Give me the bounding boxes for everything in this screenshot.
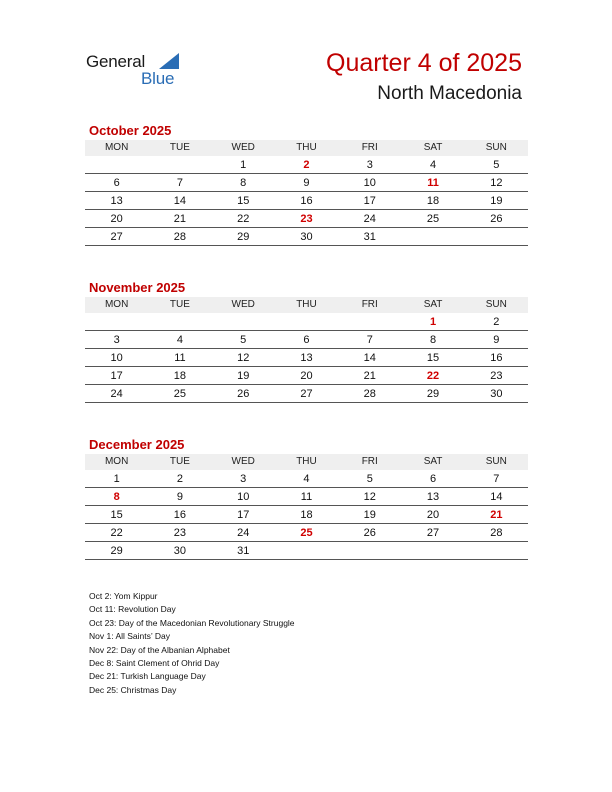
day-cell — [85, 313, 148, 330]
week-row — [85, 313, 528, 331]
day-cell: 19 — [490, 195, 503, 207]
day-cell — [275, 542, 338, 559]
week-row — [85, 349, 528, 367]
day-cell: 2 — [493, 316, 500, 328]
logo — [86, 52, 196, 92]
day-cell: 18 — [173, 370, 187, 382]
weekday-label: SUN — [485, 299, 507, 310]
day-cell: 28 — [363, 388, 376, 400]
day-cell — [148, 156, 211, 173]
day-cell — [465, 542, 528, 559]
weekday-header — [85, 454, 528, 470]
weeks-grid — [85, 156, 528, 246]
day-cell: 27 — [110, 231, 123, 243]
weekday-label: SUN — [485, 142, 507, 153]
weekday-label: MON — [104, 456, 129, 467]
weekday-header — [85, 140, 528, 156]
weekday-label: SAT — [423, 299, 443, 310]
day-cell: 3 — [366, 159, 373, 171]
day-cell: 25 — [173, 388, 187, 400]
weekday-label: FRI — [361, 142, 378, 153]
day-cell — [275, 313, 338, 330]
day-cell: 1 — [429, 316, 437, 328]
week-row — [85, 542, 528, 560]
day-cell — [85, 156, 148, 173]
holiday-item: Dec 8: Saint Clement of Ohrid Day — [89, 658, 220, 669]
day-cell: 5 — [240, 334, 247, 346]
day-cell: 3 — [113, 334, 120, 346]
weekday-label: FRI — [361, 456, 378, 467]
day-cell: 29 — [110, 545, 123, 557]
holiday-item: Oct 23: Day of the Macedonian Revolutionary Struggle — [89, 617, 295, 628]
day-cell: 3 — [240, 473, 247, 485]
day-cell: 25 — [300, 527, 313, 539]
day-cell: 4 — [176, 334, 183, 346]
day-cell: 31 — [363, 231, 376, 243]
holiday-item: Dec 25: Christmas Day — [89, 684, 177, 695]
day-cell: 27 — [426, 527, 440, 539]
day-cell: 5 — [493, 159, 500, 171]
day-cell: 24 — [110, 388, 123, 400]
week-row — [85, 524, 528, 542]
day-cell: 16 — [300, 195, 313, 207]
weekday-header — [85, 297, 528, 313]
day-cell: 23 — [173, 527, 187, 539]
day-cell: 22 — [110, 527, 123, 539]
day-cell: 7 — [176, 177, 183, 189]
day-cell: 10 — [237, 491, 250, 503]
day-cell: 16 — [173, 509, 187, 521]
week-row — [85, 174, 528, 192]
day-cell: 13 — [426, 491, 440, 503]
week-row — [85, 470, 528, 488]
day-cell: 26 — [237, 388, 250, 400]
day-cell: 30 — [173, 545, 187, 557]
day-cell: 19 — [237, 370, 250, 382]
day-cell: 30 — [300, 231, 313, 243]
day-cell: 14 — [363, 352, 376, 364]
day-cell: 28 — [173, 231, 187, 243]
weekday-label: FRI — [361, 299, 378, 310]
weekday-label: SAT — [423, 142, 443, 153]
page-subtitle: North Macedonia — [377, 83, 522, 104]
day-cell: 16 — [490, 352, 503, 364]
month-december — [85, 436, 528, 560]
day-cell: 15 — [426, 352, 440, 364]
day-cell: 25 — [426, 213, 440, 225]
day-cell: 29 — [426, 388, 440, 400]
day-cell: 12 — [363, 491, 376, 503]
day-cell: 14 — [490, 491, 503, 503]
week-row — [85, 331, 528, 349]
day-cell: 21 — [173, 213, 187, 225]
day-cell: 18 — [426, 195, 440, 207]
weekday-label: TUE — [169, 299, 190, 310]
weeks-grid — [85, 313, 528, 403]
month-november — [85, 279, 528, 403]
weekday-label: MON — [104, 299, 129, 310]
weekday-label: SAT — [423, 456, 443, 467]
day-cell: 8 — [429, 334, 437, 346]
month-title: December 2025 — [89, 437, 185, 452]
day-cell — [401, 228, 464, 245]
day-cell — [338, 313, 401, 330]
day-cell: 24 — [363, 213, 376, 225]
week-row — [85, 192, 528, 210]
day-cell: 31 — [237, 545, 250, 557]
day-cell — [401, 542, 464, 559]
weekday-label: THU — [296, 456, 317, 467]
week-row — [85, 385, 528, 403]
month-title: November 2025 — [89, 280, 186, 295]
day-cell: 30 — [490, 388, 503, 400]
day-cell: 11 — [427, 177, 439, 189]
day-cell — [148, 313, 211, 330]
day-cell: 8 — [240, 177, 247, 189]
day-cell: 21 — [363, 370, 376, 382]
day-cell: 7 — [493, 473, 500, 485]
day-cell: 6 — [113, 177, 120, 189]
day-cell: 9 — [493, 334, 500, 346]
day-cell — [338, 542, 401, 559]
week-row — [85, 156, 528, 174]
day-cell: 2 — [176, 473, 183, 485]
holiday-item: Dec 21: Turkish Language Day — [89, 671, 206, 682]
day-cell: 9 — [303, 177, 310, 189]
day-cell: 12 — [490, 177, 503, 189]
day-cell: 17 — [237, 509, 250, 521]
weekday-label: THU — [296, 142, 317, 153]
weekday-label: WED — [231, 299, 255, 310]
day-cell: 15 — [110, 509, 123, 521]
day-cell: 4 — [429, 159, 437, 171]
day-cell: 26 — [490, 213, 503, 225]
week-row — [85, 367, 528, 385]
page-title: Quarter 4 of 2025 — [326, 49, 522, 77]
day-cell: 18 — [300, 509, 313, 521]
day-cell: 5 — [366, 473, 373, 485]
day-cell: 7 — [366, 334, 373, 346]
month-title: October 2025 — [89, 123, 172, 138]
weekday-label: SUN — [485, 456, 507, 467]
weekday-label: THU — [296, 299, 317, 310]
day-cell: 17 — [363, 195, 376, 207]
day-cell: 23 — [490, 370, 503, 382]
day-cell: 27 — [300, 388, 313, 400]
day-cell: 12 — [237, 352, 250, 364]
day-cell: 13 — [300, 352, 313, 364]
day-cell — [212, 313, 275, 330]
weekday-label: WED — [231, 456, 255, 467]
day-cell: 4 — [303, 473, 310, 485]
day-cell: 15 — [237, 195, 250, 207]
day-cell: 6 — [303, 334, 310, 346]
day-cell: 11 — [300, 491, 313, 503]
day-cell — [465, 228, 528, 245]
day-cell: 1 — [113, 473, 120, 485]
weekday-label: MON — [104, 142, 129, 153]
day-cell: 22 — [237, 213, 250, 225]
day-cell: 1 — [240, 159, 247, 171]
week-row — [85, 506, 528, 524]
holiday-item: Oct 2: Yom Kippur — [89, 591, 158, 601]
logo-text-general: General — [86, 52, 146, 71]
day-cell: 26 — [363, 527, 376, 539]
weekday-label: WED — [231, 142, 255, 153]
day-cell: 13 — [110, 195, 123, 207]
holiday-list — [89, 590, 295, 697]
day-cell: 10 — [110, 352, 123, 364]
day-cell: 24 — [237, 527, 250, 539]
holiday-item: Nov 22: Day of the Albanian Alphabet — [89, 644, 230, 655]
day-cell: 28 — [490, 527, 503, 539]
day-cell: 20 — [426, 509, 440, 521]
day-cell: 19 — [363, 509, 376, 521]
weekday-label: TUE — [169, 142, 190, 153]
day-cell: 22 — [426, 370, 440, 382]
day-cell: 6 — [429, 473, 437, 485]
day-cell: 20 — [300, 370, 313, 382]
day-cell: 14 — [173, 195, 187, 207]
weekday-label: TUE — [169, 456, 190, 467]
day-cell: 10 — [363, 177, 376, 189]
day-cell: 17 — [110, 370, 123, 382]
logo-text-blue: Blue — [141, 69, 175, 88]
holiday-item: Oct 11: Revolution Day — [89, 604, 176, 615]
day-cell: 20 — [110, 213, 123, 225]
logo-triangle-icon — [159, 53, 179, 69]
day-cell: 29 — [237, 231, 250, 243]
week-row — [85, 210, 528, 228]
day-cell: 2 — [303, 159, 310, 171]
weeks-grid — [85, 470, 528, 560]
holiday-item: Nov 1: All Saints’ Day — [89, 631, 170, 642]
day-cell: 21 — [490, 509, 503, 521]
day-cell: 23 — [300, 213, 313, 225]
week-row — [85, 228, 528, 246]
week-row — [85, 488, 528, 506]
day-cell: 11 — [174, 352, 186, 364]
day-cell: 9 — [176, 491, 183, 503]
day-cell: 8 — [113, 491, 120, 503]
month-october — [85, 122, 528, 246]
